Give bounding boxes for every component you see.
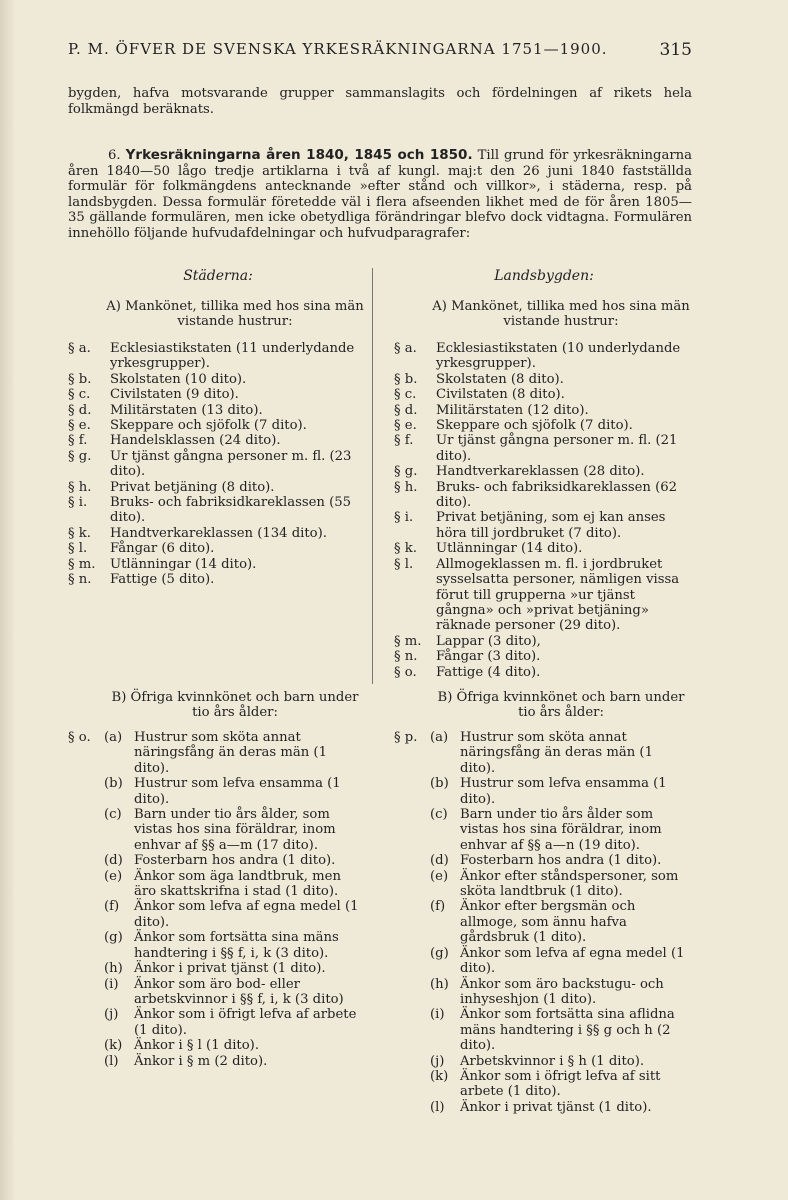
sub-item-text: Änkor som lefva af egna medel (1 dito).: [134, 899, 359, 930]
sub-item-text: Änkor i § l (1 dito).: [134, 1038, 260, 1054]
sub-item: [394, 1100, 690, 1115]
sub-item-label: (k): [430, 1068, 449, 1084]
sub-item: [68, 807, 364, 853]
paragraph-mark: § m.: [394, 633, 422, 649]
paragraph-mark: § a.: [68, 341, 91, 356]
sub-item-label: (c): [104, 807, 122, 823]
paragraph-text: Utlänningar (14 dito).: [436, 541, 583, 557]
paragraph-mark: [394, 807, 430, 853]
sub-item-label: (k): [104, 1038, 123, 1054]
paragraph-mark: § n.: [394, 649, 418, 665]
sub-item-label: (a): [104, 730, 123, 745]
paragraph-text: Militärstaten (12 dito).: [436, 402, 589, 418]
sub-item-text: Änkor i § m (2 dito).: [134, 1053, 268, 1069]
sub-item-text: Änkor som fortsätta sina aflidna mäns handtering i §§ g och h (2 dito).: [460, 1007, 675, 1054]
paragraph-text: Fångar (3 dito).: [436, 649, 541, 665]
paragraph-text: Skeppare och sjöfolk (7 dito).: [436, 418, 633, 434]
sub-item-text: Änkor som lefva af egna medel (1 dito).: [460, 945, 685, 977]
paragraph-item: [68, 433, 364, 448]
sub-item: [68, 1038, 364, 1053]
paragraph-mark: § d.: [394, 402, 418, 418]
paragraph-mark: § c.: [394, 387, 417, 403]
right-b-heading: B) Öfriga kvinnkönet och barn under tio års ålder:: [437, 690, 685, 721]
paragraph-mark: § f.: [68, 433, 88, 449]
paragraph-mark: § a.: [394, 341, 417, 356]
paragraph-mark: § i.: [394, 510, 414, 526]
paragraph-mark: [394, 776, 430, 807]
paragraph-mark: § d.: [68, 402, 92, 418]
sub-item-text: Barn under tio års ålder, som vistas hos sina föräldrar, inom enhvar af §§ a—m (17 dito).: [134, 807, 336, 853]
sub-item-label: (l): [104, 1053, 119, 1069]
left-a-list: [68, 341, 364, 588]
sub-item-text: Hustrur som lefva ensamma (1 dito).: [134, 776, 341, 807]
sub-item-text: Änkor som i öfrigt lefva af sitt arbete (1 dito).: [460, 1068, 661, 1100]
paragraph-text: Skolstaten (8 dito).: [436, 371, 564, 387]
sub-item: [68, 899, 364, 930]
paragraph-mark: [68, 807, 104, 853]
paragraph-mark: [394, 1054, 430, 1069]
paragraph-mark: [68, 1007, 104, 1038]
paragraph-item: [394, 418, 690, 433]
paragraph-mark: § o.: [394, 664, 417, 680]
right-a-list: [394, 341, 690, 680]
sub-item-text: Änkor som i öfrigt lefva af arbete (1 dito).: [134, 1007, 357, 1038]
left-a-heading: A) Mankönet, tillika med hos sina män vistande hustrur:: [106, 299, 364, 330]
sub-item: [394, 730, 690, 776]
paragraph-text: Handelsklassen (24 dito).: [110, 433, 281, 449]
paragraph-mark: [68, 961, 104, 976]
running-header: [68, 40, 692, 60]
sub-item: [394, 1069, 690, 1100]
sub-item-text: Arbetskvinnor i § h (1 dito).: [460, 1053, 645, 1069]
left-b-heading: B) Öfriga kvinnkönet och barn under tio års ålder:: [111, 690, 359, 721]
paragraph-item: [394, 557, 690, 634]
paragraph-item: [394, 510, 690, 541]
sub-item-label: (j): [104, 1007, 119, 1023]
paragraph-text: Lappar (3 dito),: [436, 633, 541, 649]
paragraph-item: [394, 464, 690, 479]
paragraph-mark: § c.: [68, 387, 91, 403]
sub-item-text: Änkor efter ståndspersoner, som sköta landtbruk (1 dito).: [460, 868, 679, 900]
sub-item-label: (b): [104, 776, 123, 792]
paragraph-mark: § e.: [394, 418, 417, 434]
paragraph-item: [68, 495, 364, 526]
paragraph-text: Fångar (6 dito).: [110, 541, 215, 557]
paragraph-text: Handtverkareklassen (28 dito).: [436, 464, 645, 480]
section-body: Till grund för yrkesräkningarna åren 1840—50 lågo tredje artiklarna i två af kungl. maj:t den 26 juni 1840 fastställda formulär för folkmängdens antecknande »efter stånd och villkor», i städerna, resp. på landsbygden. Dessa formulär företedde väl i flera afseenden likhet med de för åren 1805—35 gällande formulären, men icke obetydliga förändringar blefvo dock vidtagna. Formulären innehöllo följande hufvudafdelningar och hufvudparagrafer:: [68, 148, 693, 241]
paragraph-text: Bruks- och fabriksidkareklassen (55 dito).: [110, 495, 352, 526]
sub-item-label: (e): [104, 868, 123, 884]
paragraph-mark: § n.: [68, 572, 92, 588]
sub-item-text: Änkor som äga landtbruk, men äro skattskrifna i stad (1 dito).: [134, 868, 341, 900]
section-number: 6.: [108, 148, 121, 163]
paragraph-mark: § h.: [68, 479, 92, 495]
sub-item: [68, 961, 364, 976]
paragraph-mark: § f.: [394, 433, 414, 449]
paragraph-mark: § g.: [394, 464, 418, 480]
paragraph-mark: [68, 776, 104, 807]
paragraph-text: Militärstaten (13 dito).: [110, 402, 263, 418]
paragraph-item: [68, 418, 364, 433]
paragraph-text: Handtverkareklassen (134 dito).: [110, 525, 327, 541]
sub-item-text: Änkor som äro backstugu- och inhyseshjon (1 dito).: [460, 976, 664, 1007]
sub-item: [68, 776, 364, 807]
paragraph-item: [68, 341, 364, 372]
paragraph-item: [68, 449, 364, 480]
section-paragraph: [68, 148, 692, 242]
sub-item-label: (i): [104, 976, 119, 992]
paragraph-item: [68, 541, 364, 556]
sub-item-text: Änkor i privat tjänst (1 dito).: [134, 961, 326, 977]
paragraph-text: Privat betjäning, som ej kan anses höra till jordbruket (7 dito).: [436, 510, 666, 541]
paragraph-mark: [68, 977, 104, 1008]
sub-item: [68, 977, 364, 1008]
paragraph-text: Skolstaten (10 dito).: [110, 371, 247, 387]
sub-item-label: (d): [104, 853, 123, 869]
paragraph-item: [68, 480, 364, 495]
paragraph-item: [394, 433, 690, 464]
sub-item: [68, 1054, 364, 1069]
paragraph-mark: § p.: [394, 730, 418, 745]
sub-item-label: (h): [430, 976, 449, 992]
paragraph-mark: [394, 977, 430, 1008]
paragraph-item: [68, 526, 364, 541]
sub-item-label: (h): [104, 961, 123, 977]
paragraph-text: Ur tjänst gångna personer m. fl. (21 dito).: [436, 433, 678, 464]
intro-paragraph: bygden, hafva motsvarande grupper sammanslagits och fördelningen af rikets hela folkmängd beräknats.: [68, 86, 692, 117]
right-a-heading: A) Mankönet, tillika med hos sina män vistande hustrur:: [432, 299, 690, 330]
sub-item: [394, 977, 690, 1008]
sub-item-label: (l): [430, 1099, 445, 1115]
paragraph-mark: [68, 1054, 104, 1069]
sub-item-text: Änkor som fortsätta sina mäns handtering i §§ f, i, k (3 dito).: [134, 930, 339, 961]
paragraph-mark: § i.: [68, 495, 88, 511]
sub-item: [68, 930, 364, 961]
paragraph-mark: [394, 1069, 430, 1100]
sub-item: [68, 869, 364, 900]
paragraph-item: [68, 387, 364, 402]
sub-item-text: Hustrur som sköta annat näringsfång än deras män (1 dito).: [134, 730, 327, 776]
sub-item-text: Fosterbarn hos andra (1 dito).: [134, 853, 336, 869]
sub-item: [394, 1007, 690, 1053]
paragraph-text: Ecklesiastikstaten (11 underlydande yrkesgrupper).: [110, 341, 355, 372]
paragraph-mark: [394, 899, 430, 945]
sub-item-text: Änkor som äro bod- eller arbetskvinnor i §§ f, i, k (3 dito): [134, 976, 344, 1007]
paragraph-text: Civilstaten (9 dito).: [110, 387, 239, 403]
paragraph-mark: § k.: [394, 541, 417, 557]
paragraph-mark: § m.: [68, 556, 96, 572]
sub-item-label: (e): [430, 868, 449, 884]
sub-item: [68, 730, 364, 776]
left-b-list: [68, 730, 364, 1069]
left-column-title: Städerna:: [183, 268, 253, 284]
sub-item-text: Änkor efter bergsmän och allmoge, som ännu hafva gårdsbruk (1 dito).: [460, 899, 636, 946]
paragraph-mark: § h.: [394, 479, 418, 495]
sub-item: [394, 946, 690, 977]
paragraph-text: Ur tjänst gångna personer m. fl. (23 dito).: [110, 448, 352, 480]
paragraph-item: [394, 649, 690, 664]
paragraph-mark: § e.: [68, 418, 91, 434]
paragraph-mark: [394, 946, 430, 977]
sub-item: [394, 1054, 690, 1069]
right-b-list: [394, 730, 690, 1115]
sub-item-label: (d): [430, 853, 449, 869]
sub-item-text: Hustrur som sköta annat näringsfång än deras män (1 dito).: [460, 730, 653, 776]
sub-item-label: (b): [430, 776, 449, 792]
sub-item: [394, 853, 690, 868]
paragraph-item: [68, 372, 364, 387]
sub-item-text: Barn under tio års ålder som vistas hos sina föräldrar, inom enhvar af §§ a—n (19 dito).: [460, 807, 662, 853]
sub-item: [394, 807, 690, 853]
paragraph-item: [394, 634, 690, 649]
paragraph-mark: § b.: [68, 371, 92, 387]
paragraph-mark: § k.: [68, 525, 91, 541]
sub-item: [68, 853, 364, 868]
paragraph-text: Privat betjäning (8 dito).: [110, 479, 275, 495]
sub-item-label: (g): [104, 930, 123, 946]
paragraph-text: Ecklesiastikstaten (10 underlydande yrkesgrupper).: [436, 341, 681, 372]
paragraph-mark: § l.: [68, 541, 88, 557]
paragraph-item: [394, 387, 690, 402]
page-edge: [0, 0, 14, 1200]
paragraph-text: Skeppare och sjöfolk (7 dito).: [110, 418, 307, 434]
paragraph-mark: [68, 869, 104, 900]
paragraph-mark: [394, 1100, 430, 1115]
paragraph-item: [394, 341, 690, 372]
sub-item: [68, 1007, 364, 1038]
sub-item-label: (c): [430, 807, 448, 823]
paragraph-item: [394, 372, 690, 387]
paragraph-mark: § g.: [68, 448, 92, 464]
paragraph-item: [68, 403, 364, 418]
sub-item: [394, 899, 690, 945]
column-divider: [372, 268, 373, 684]
sub-item: [394, 869, 690, 900]
paragraph-mark: [68, 853, 104, 868]
paragraph-item: [394, 665, 690, 680]
paragraph-mark: [68, 1038, 104, 1053]
sub-item-text: Hustrur som lefva ensamma (1 dito).: [460, 776, 667, 807]
sub-item-label: (a): [430, 730, 449, 745]
section-heading: Yrkesräkningarna åren 1840, 1845 och 1850.: [125, 147, 473, 163]
paragraph-item: [394, 541, 690, 556]
page-number: 315: [659, 40, 692, 60]
paragraph-item: [68, 557, 364, 572]
paragraph-mark: [68, 930, 104, 961]
sub-item-label: (f): [104, 899, 120, 915]
sub-item-label: (j): [430, 1053, 445, 1069]
paragraph-mark: § b.: [394, 371, 418, 387]
sub-item-label: (i): [430, 1007, 445, 1023]
sub-item: [394, 776, 690, 807]
header-title: P. M. ÖFVER DE SVENSKA YRKESRÄKNINGARNA 1751—1900.: [68, 40, 608, 58]
paragraph-text: Fattige (5 dito).: [110, 572, 215, 588]
paragraph-text: Allmogeklassen m. fl. i jordbruket sysselsatta personer, nämligen vissa förut till grupperna »ur tjänst gångna» och »privat betjäning» räknade personer (29 dito).: [436, 556, 680, 634]
sub-item-text: Änkor i privat tjänst (1 dito).: [460, 1099, 652, 1115]
paragraph-mark: [68, 899, 104, 930]
paragraph-text: Utlänningar (14 dito).: [110, 556, 257, 572]
paragraph-text: Fattige (4 dito).: [436, 664, 541, 680]
sub-item-text: Fosterbarn hos andra (1 dito).: [460, 853, 662, 869]
paragraph-item: [68, 572, 364, 587]
paragraph-mark: § l.: [394, 556, 414, 572]
paragraph-mark: [394, 1007, 430, 1053]
paragraph-mark: § o.: [68, 730, 91, 745]
right-column-title: Landsbygden:: [494, 268, 594, 284]
sub-item-label: (g): [430, 945, 449, 961]
sub-item-label: (f): [430, 899, 446, 915]
paragraph-item: [394, 480, 690, 511]
paragraph-mark: [394, 869, 430, 900]
paragraph-item: [394, 403, 690, 418]
paragraph-text: Bruks- och fabriksidkareklassen (62 dito).: [436, 479, 678, 511]
paragraph-mark: [394, 853, 430, 868]
paragraph-text: Civilstaten (8 dito).: [436, 387, 565, 403]
